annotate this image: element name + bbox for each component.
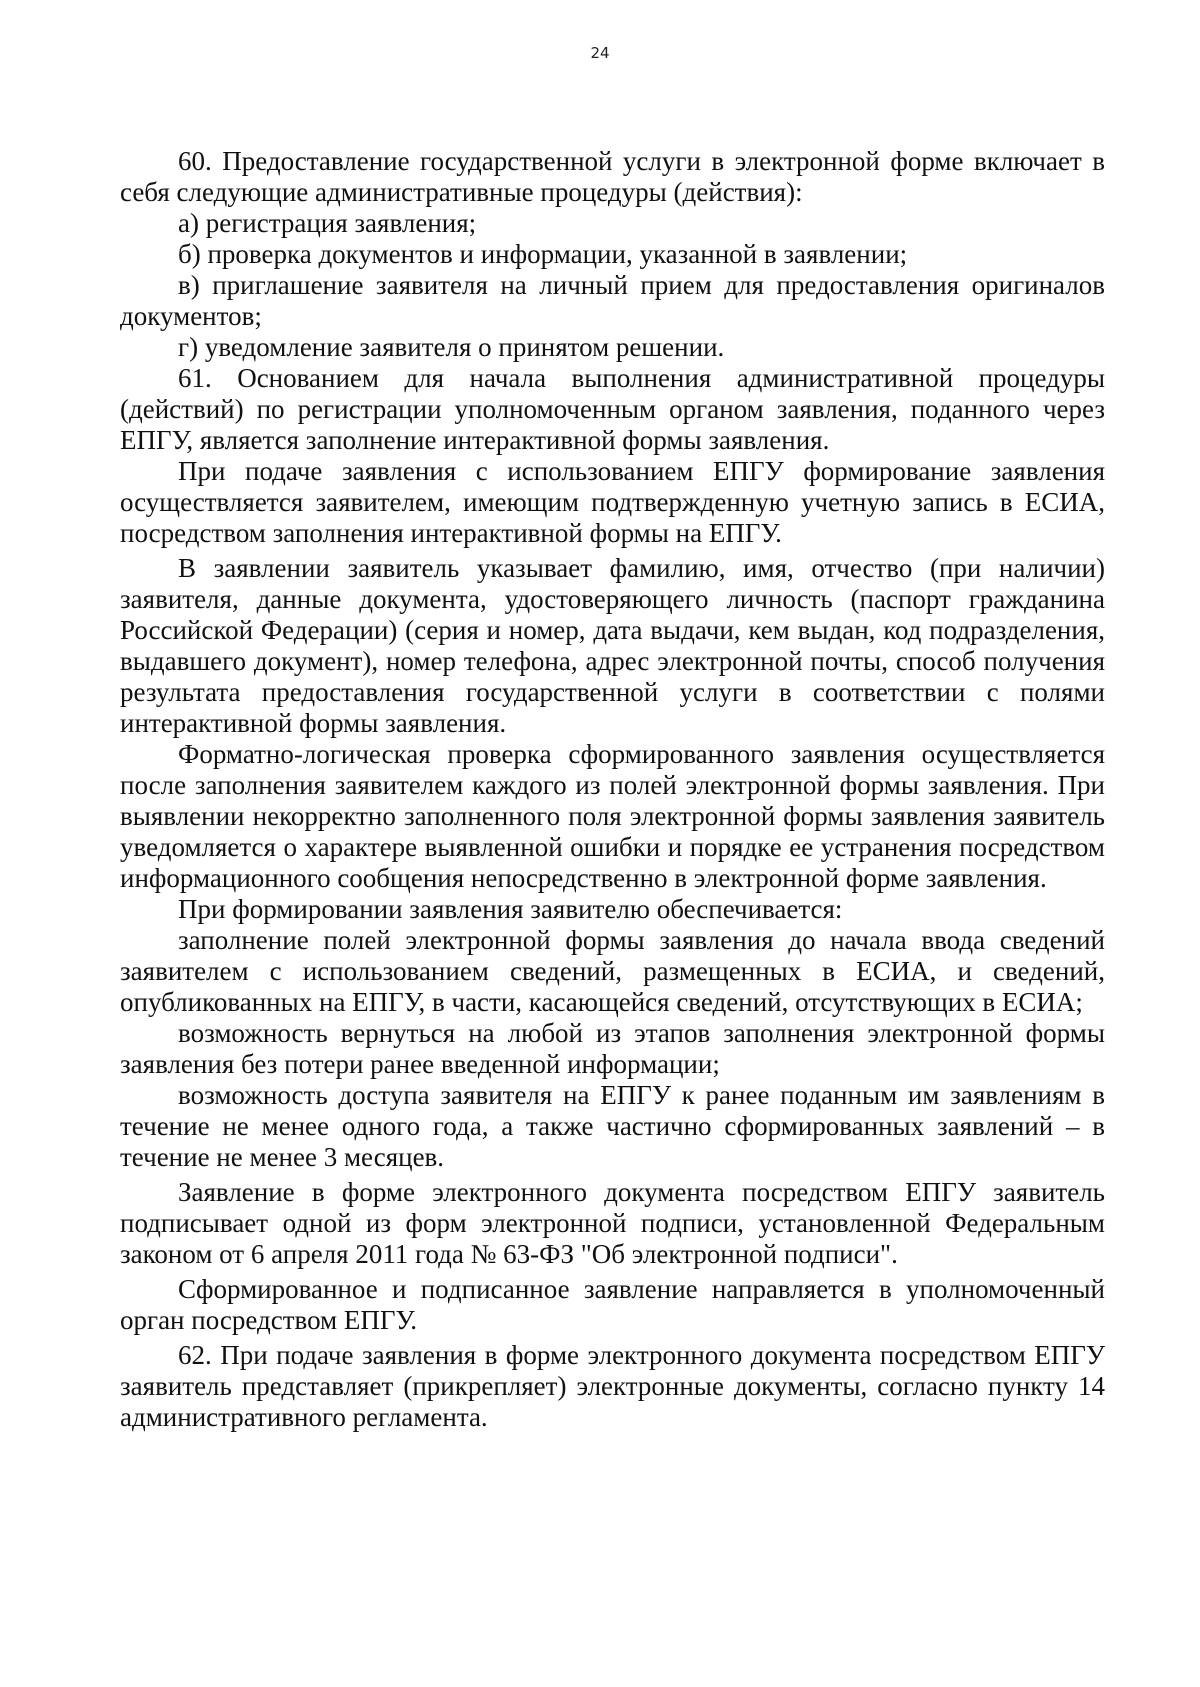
paragraph-return-stage: возможность вернуться на любой из этапов заполнения электронной формы заявления без потери ранее введенной информации; bbox=[120, 1018, 1105, 1079]
paragraph-prefill: заполнение полей электронной формы заявления до начала ввода сведений заявителем с использованием сведений, размещенных в ЕСИА, и сведений, опубликованных на ЕПГУ, в части, касающейся сведений, отсутствующих в ЕСИА; bbox=[120, 925, 1105, 1017]
list-item-g: г) уведомление заявителя о принятом решении. bbox=[178, 332, 725, 362]
paragraph-sent-to-authority: Сформированное и подписанное заявление направляется в уполномоченный орган посредством ЕПГУ. bbox=[120, 1274, 1105, 1335]
paragraph-applicant-data: В заявлении заявитель указывает фамилию, имя, отчество (при наличии) заявителя, данные документа, удостоверяющего личность (паспорт гражданина Российской Федерации) (серия и номер, дата выдачи, кем выдан, код подразделения, выдавшего документ), номер телефона, адрес электронной почты, способ получения результата предоставления государственной услуги в соответствии с полями интерактивной формы заявления. bbox=[120, 553, 1105, 738]
document-body bbox=[120, 146, 1105, 1433]
paragraph-61: 61. Основанием для начала выполнения административной процедуры (действий) по регистрации уполномоченным органом заявления, поданного через ЕПГУ, является заполнение интерактивной формы заявления. bbox=[120, 363, 1105, 455]
paragraph-62: 62. При подаче заявления в форме электронного документа посредством ЕПГУ заявитель представляет (прикрепляет) электронные документы, согласно пункту 14 административного регламента. bbox=[120, 1340, 1105, 1432]
paragraph-access-history: возможность доступа заявителя на ЕПГУ к ранее поданным им заявлениям в течение не менее одного года, а также частично сформированных заявлений – в течение не менее 3 месяцев. bbox=[120, 1080, 1105, 1172]
paragraph-provided-features: При формировании заявления заявителю обеспечивается: bbox=[178, 894, 843, 924]
list-item-a: а) регистрация заявления; bbox=[178, 208, 477, 238]
list-item-v: в) приглашение заявителя на личный прием для предоставления оригиналов документов; bbox=[120, 270, 1105, 331]
paragraph-60: 60. Предоставление государственной услуги в электронной форме включает в себя следующие административные процедуры (действия): bbox=[120, 146, 1105, 207]
paragraph-signature: Заявление в форме электронного документа посредством ЕПГУ заявитель подписывает одной из форм электронной подписи, установленной Федеральным законом от 6 апреля 2011 года № 63-ФЗ "Об электронной подписи". bbox=[120, 1177, 1105, 1269]
paragraph-format-check: Форматно-логическая проверка сформированного заявления осуществляется после заполнения заявителем каждого из полей электронной формы заявления. При выявлении некорректно заполненного поля электронной формы заявления заявитель уведомляется о характере выявленной ошибки и порядке ее устранения посредством информационного сообщения непосредственно в электронной форме заявления. bbox=[120, 739, 1105, 893]
paragraph-submission: При подаче заявления с использованием ЕПГУ формирование заявления осуществляется заявителем, имеющим подтвержденную учетную запись в ЕСИА, посредством заполнения интерактивной формы на ЕПГУ. bbox=[120, 456, 1105, 548]
list-item-b: б) проверка документов и информации, указанной в заявлении; bbox=[178, 239, 908, 269]
page-number: 24 bbox=[590, 44, 610, 62]
